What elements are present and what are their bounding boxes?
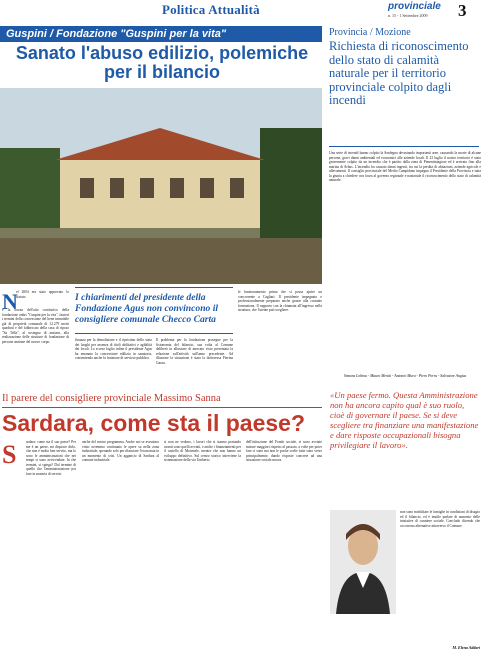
story3-column-1: ardara: come sta il suo paese? Per me è un paese, mi dispiace dirlo, che non è molto ben servito, ma lo sono le amministrazioni che nei tempi si sono avvicendate. In che termini, si spiega? Dal termine di quello che l'amministrazione poi fare in materia di servizi.: [26, 440, 76, 476]
story3-dropcap: S: [2, 440, 17, 469]
story3-signature: M. Elena Addari: [452, 645, 480, 650]
building-photo: [0, 88, 322, 284]
story2-title: Richiesta di riconoscimento dello stato di calamità naturale per il territorio provinciale colpito dagli incendi: [329, 39, 469, 107]
section-title: Politica Attualità: [162, 2, 260, 17]
story2-rule: [329, 146, 479, 147]
story3-column-3: si non ne vedono, i lavori che si stanno portando avanti sono quelli avviati, e anche i finanziamenti per il castello di Monreale, mentre che non hanno un sviluppo definitivo. Sul centro storico interviene la sistemazione della via Umberto.: [164, 440, 241, 462]
story3-quote: «Un paese fermo. Questa Amministrazione non ha ancora capito qual è suo ruolo, cioè di governare il paese. Se si deve scegliere tra finanziare una manifestazione e dare risposte occupazionali bisogna privilegiare il lavoro».: [330, 390, 479, 450]
story1-headline: Sanato l'abuso edilizio, polemiche per il bilancio: [15, 43, 309, 82]
story1-kicker: Guspini / Fondazione "Guspini per la vita": [0, 26, 322, 42]
story3-rule: [2, 407, 322, 408]
story1-pullout: I chiarimenti del presidente della Fondazione Agus non convincono il consigliere comunale Checco Carta: [75, 292, 219, 325]
story1-column-2: finanza per la demolizione e il ripristino dello stato dei luoghi per assenza di titoli abilitativi e agibilità dei locali. Lo scorso luglio infine il presidente Agus ha emanato la concessione edilizia in sanatoria, consentendo anche la fruizione di servizio pubblico.: [75, 338, 152, 360]
story1-column-4: le funzionamento prima che si possa aprire un concorrente a Cagliari. Il presidente impegnato e professionalmente preparato anche grazie alla costante formazione. Il rapporto con la chiamata all'ingresso nella struttura, che l'utente può scegliere.: [238, 290, 322, 312]
page-number: 3: [458, 1, 467, 20]
portrait-photo: [330, 510, 396, 614]
story3-column-4: dell'istituzione del Fondo sociale, si sono avviate misure maggiori rispetto al passato, a volte per poter fare ci sono ma non le poche scelte fatte sono verso principalmente, dando risposte concrete ad una situazione sociale nuova.: [246, 440, 322, 462]
story2-kicker: Provincia / Mozione: [329, 27, 411, 38]
story1-lead: el 2004 era stato approvato lo statuto: [16, 290, 69, 299]
story2-body: Una serie di incendi hanno colpito la Sardegna devastando importanti aree, causando la morte di alcune persone, gravi danni ambientali ed economici alle aziende locali. Il 23 luglio il nostro territorio è stato gravemente colpito da un incendio che è partito dalla zona di Pimentiniagiore ed è arrivato fino alla marina di Arbus. L'incendio ha causato danni ingenti, tra cui la perdita di abitazioni, aziende agricole e allevamenti. Il consiglio provinciale del Medio Campidano impegna il Presidente della Provincia e tutta la giunta a chiedere con forza al governo regionale e nazionale il riconoscimento dello stato di calamità naturale.: [329, 151, 481, 182]
masthead: provinciale: [388, 1, 441, 12]
story2-signature: Simona Lobina - Mauro Meniti - Antonio Mura - Piero Porru - Salvatore Angius: [343, 374, 467, 378]
story3-sidebar-text: non sono mobilitate le famiglie in condizioni di disagio ed il bilancio, ed è inutile parlare di aumento delle iniziative di carattere sociale. Concludo dicendo che occorrono alternative attraverso il Comune.: [400, 510, 480, 528]
story3-kicker: Il parere del consigliere provinciale Massimo Sanna: [2, 393, 221, 404]
story3-title: Sardara, come sta il paese?: [2, 410, 305, 436]
inset-rule-top: [75, 287, 233, 288]
story1-dropcap: N: [2, 289, 18, 314]
story3-column-2: anche del nostro programma. Anche noi se avessimo vinto avremmo continuato le opere su nella zona industriale, sperando solo per rilanciare l'economia in un momento di crisi. Un aggancio di Sardara al comune industriale.: [82, 440, 159, 462]
issue-line: n. 15 - 1 Settembre 2009: [388, 13, 428, 18]
inset-rule-bottom: [75, 333, 233, 334]
story1-column-1: e la bozza dell'atto costitutivo della fondazione onlus "Guspini per la vita", fautori i termini della concessione del bene immobile già di proprietà comunale di 12.279 metri quadrati e del fabbricato della casa di riposo "Sa Tella", al sostegno di anziani, alla realizzazione delle strutture di fondazione di persone anziane del nuovo corpo.: [2, 308, 69, 344]
story1-column-3: Il problema per la fondazione prosegue per la fisionomia del bilancio, sua volta al Comune deliberò in allusione di mercato visto presentata la relazione sull'attività sull'anno precedente. Ad illustrare la situazione è stata la dottoressa Pierina Garau.: [156, 338, 233, 365]
